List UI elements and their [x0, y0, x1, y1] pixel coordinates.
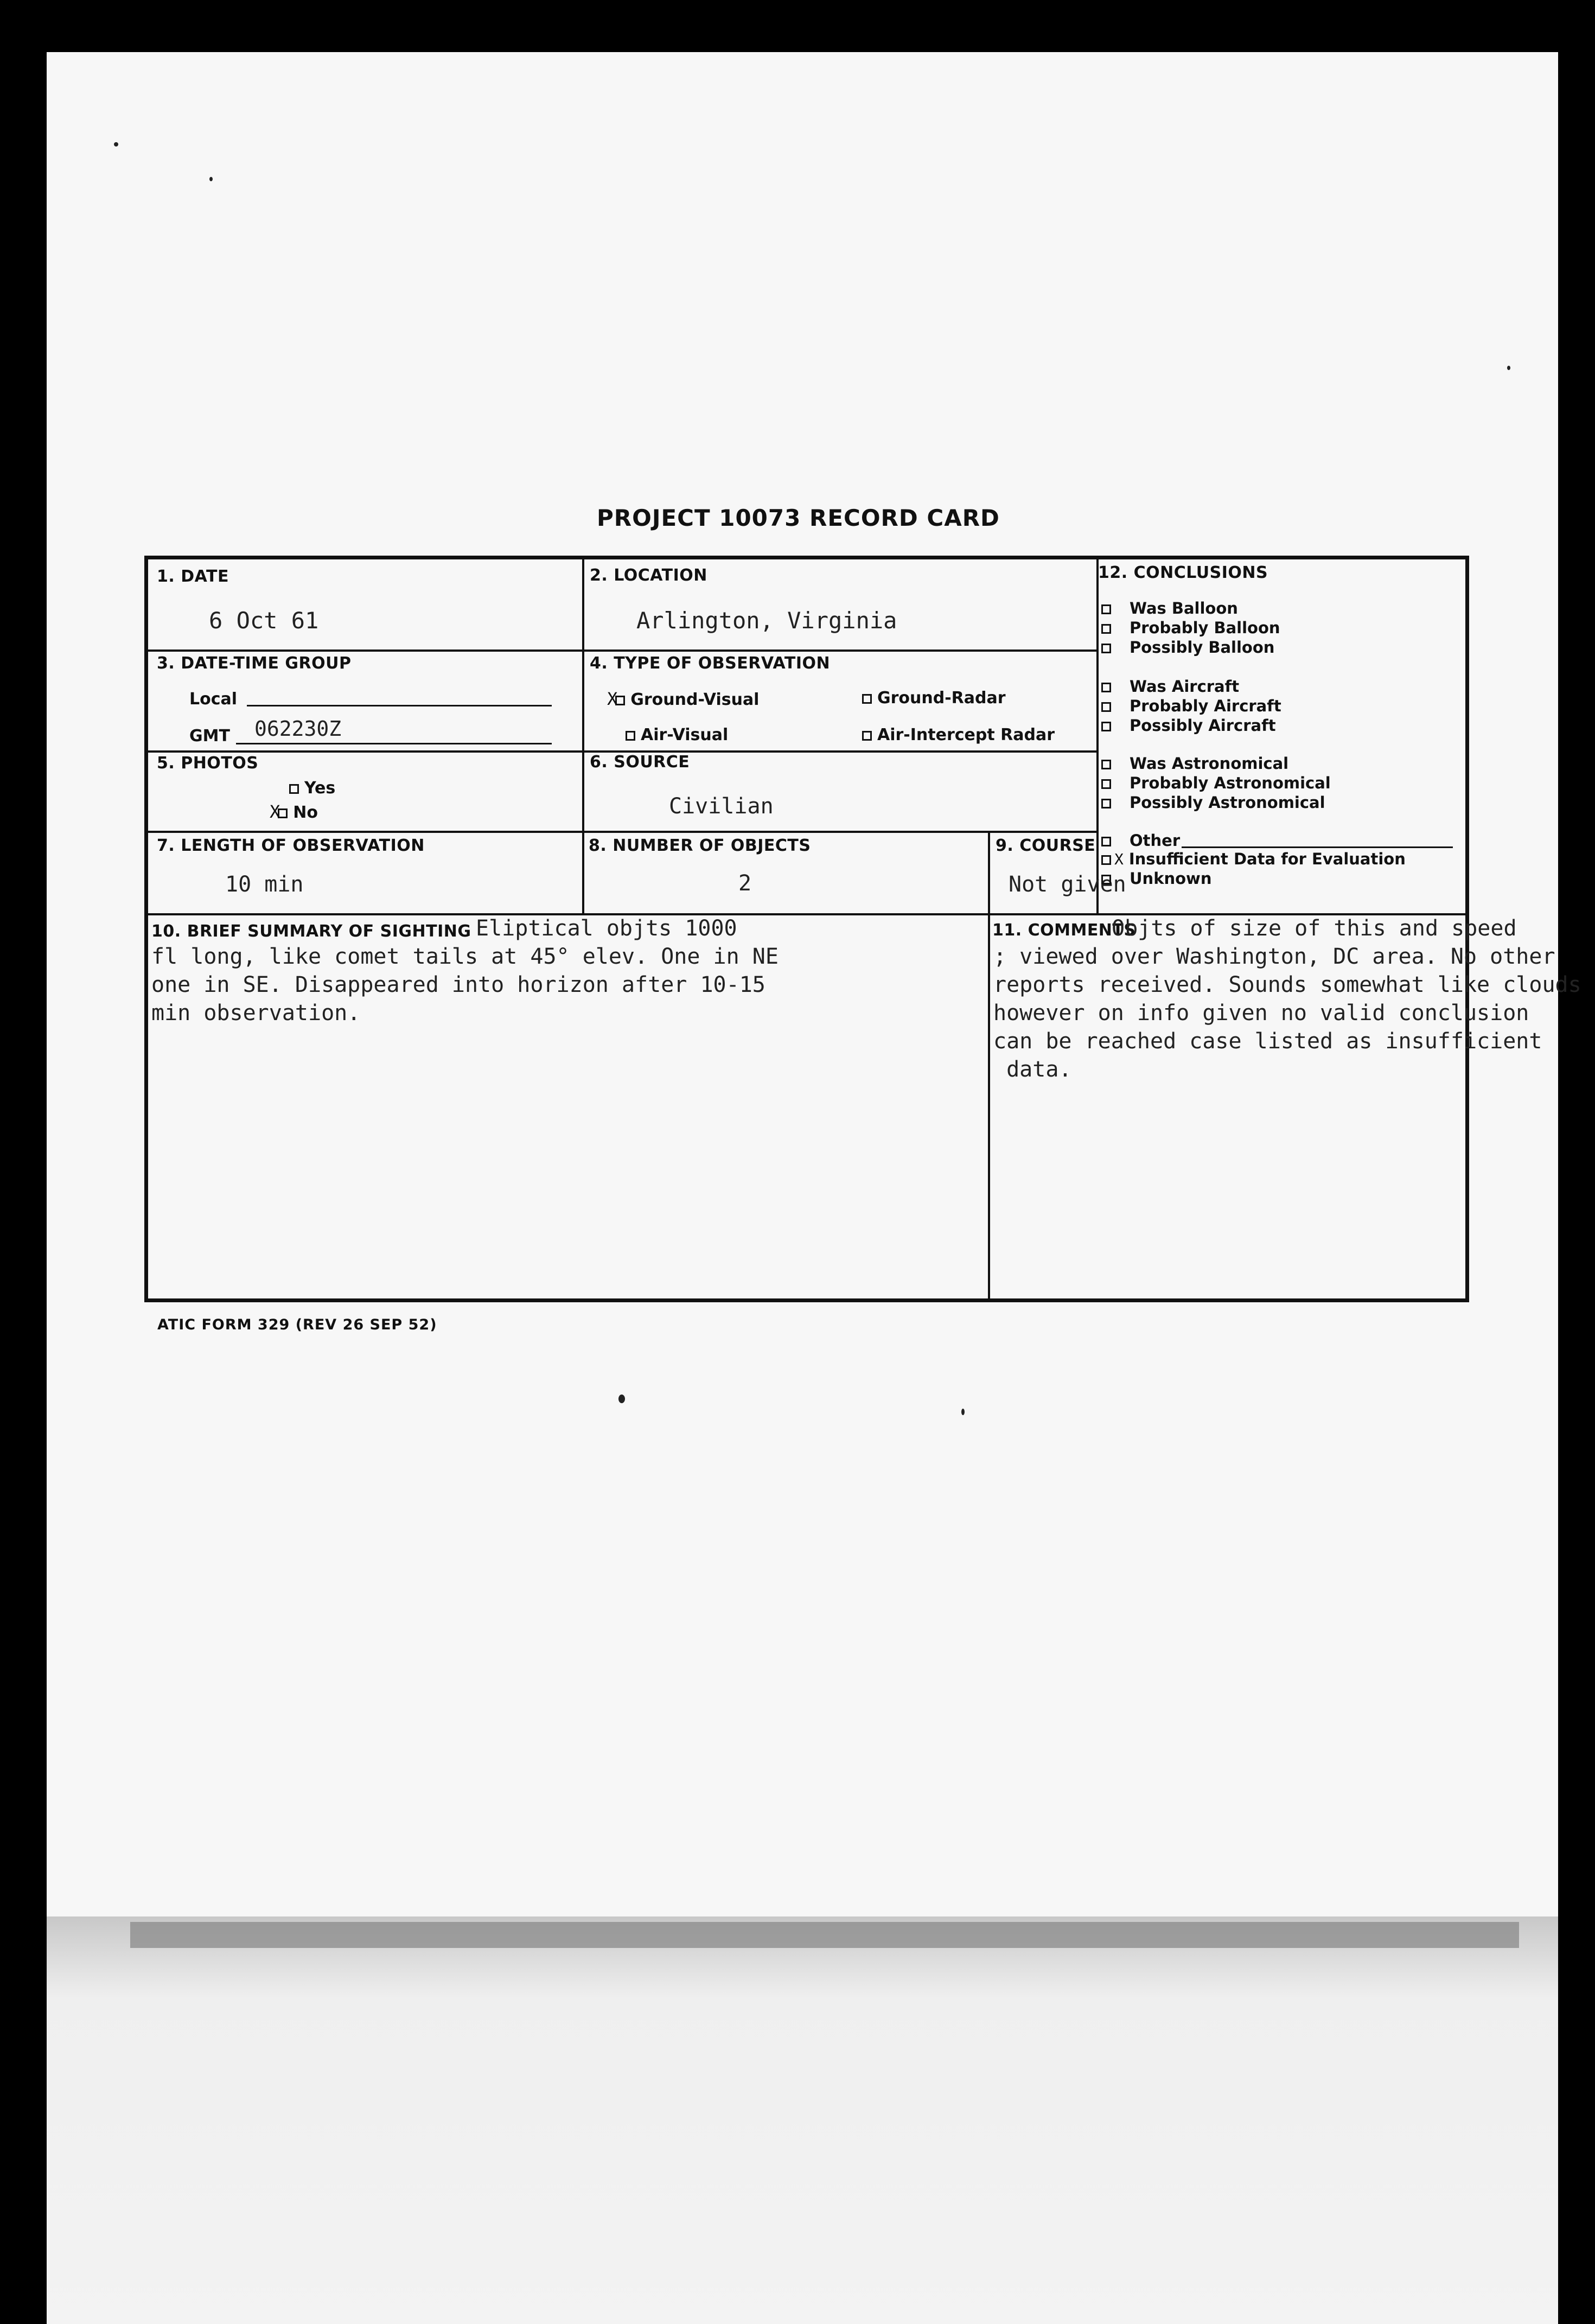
conclusion-label: Possibly Aircraft [1130, 716, 1276, 735]
ground-radar-label: Ground-Radar [877, 689, 1006, 708]
comments-line: ; viewed over Washington, DC area. No other [993, 944, 1555, 969]
checkbox-icon [1101, 722, 1111, 731]
dust-speck [961, 1409, 965, 1415]
shadow-strip [130, 1922, 1519, 1948]
checkbox-icon [1101, 779, 1111, 789]
conclusion-label: Was Astronomical [1130, 754, 1289, 773]
number-of-objects-value: 2 [738, 871, 752, 896]
checkbox-icon [1101, 624, 1111, 634]
course-value: Not given [1009, 872, 1126, 897]
conclusion-option [1101, 638, 1274, 657]
photos-label: 5. PHOTOS [157, 754, 259, 773]
conclusion-label: Possibly Balloon [1130, 638, 1275, 657]
comments-first-line: Objts of size of this and speed [1112, 916, 1517, 941]
course-label: 9. COURSE [996, 836, 1096, 855]
conclusion-option [1101, 793, 1325, 812]
form-number: ATIC FORM 329 (REV 26 SEP 52) [157, 1316, 437, 1333]
checkmark-x: X [1114, 850, 1124, 868]
conclusion-label: Unknown [1130, 869, 1212, 888]
conclusion-label: Insufficient Data for Evaluation [1128, 850, 1406, 868]
source-label: 6. SOURCE [590, 753, 690, 772]
conclusion-option [1101, 869, 1212, 888]
grid-line [582, 559, 584, 913]
comments-line: however on info given no valid conclusion [993, 1001, 1529, 1026]
checkbox-icon [289, 784, 299, 794]
conclusion-label: Was Balloon [1130, 599, 1238, 617]
summary-label: 10. BRIEF SUMMARY OF SIGHTING [151, 922, 471, 941]
checkmark-x: X [270, 801, 280, 822]
photos-yes-label: Yes [304, 779, 336, 798]
checkbox-icon [1101, 702, 1111, 712]
source-value: Civilian [669, 794, 774, 819]
air-intercept-radar-option [862, 725, 1055, 744]
checkbox-icon [615, 696, 625, 705]
checkbox-icon [1101, 799, 1111, 808]
ground-visual-label: Ground-Visual [630, 690, 760, 709]
comments-line: data. [993, 1057, 1072, 1082]
grid-line [148, 831, 1096, 833]
dust-speck [114, 142, 118, 147]
length-of-observation-label: 7. LENGTH OF OBSERVATION [157, 836, 425, 855]
length-of-observation-value: 10 min [225, 872, 304, 897]
conclusion-option [1101, 599, 1238, 617]
comments-line: reports received. Sounds somewhat like clouds [993, 972, 1581, 997]
summary-line: fl long, like comet tails at 45° elev. One in NE [151, 944, 779, 969]
lower-backing [47, 1916, 1558, 2324]
checkmark-x: X [607, 689, 618, 709]
ground-visual-option [607, 689, 759, 709]
comments-line: can be reached case listed as insufficient [993, 1029, 1542, 1054]
card-title: PROJECT 10073 RECORD CARD [597, 505, 1000, 531]
ground-radar-option [862, 689, 1006, 708]
air-visual-option [626, 725, 728, 744]
conclusion-label: Probably Balloon [1130, 619, 1280, 637]
date-time-group-label: 3. DATE-TIME GROUP [157, 654, 352, 673]
comments-label: 11. COMMENTS [992, 921, 1136, 940]
grid-line [988, 831, 990, 1298]
checkbox-icon [1101, 837, 1111, 846]
checkbox-icon [1101, 644, 1111, 653]
conclusion-option [1101, 774, 1331, 792]
dust-speck [618, 1395, 625, 1403]
checkbox-icon [862, 731, 872, 741]
conclusion-label: Probably Aircraft [1130, 697, 1281, 715]
conclusion-option [1101, 697, 1281, 715]
checkbox-icon [1101, 604, 1111, 614]
photos-no-option [270, 801, 318, 822]
other-underline [1182, 846, 1453, 848]
grid-line [1096, 559, 1099, 913]
local-underline [247, 705, 552, 706]
date-value: 6 Oct 61 [209, 607, 319, 634]
checkbox-icon [1101, 855, 1111, 865]
location-value: Arlington, Virginia [636, 607, 897, 634]
photos-yes-option [289, 779, 335, 798]
photos-no-label: No [293, 803, 318, 822]
dust-speck [209, 177, 213, 181]
conclusion-label: Probably Astronomical [1130, 774, 1331, 792]
gmt-value: 062230Z [254, 717, 342, 741]
gmt-underline [236, 743, 552, 744]
local-label: Local [189, 690, 238, 709]
conclusion-option-insufficient [1101, 850, 1406, 868]
checkbox-icon [626, 731, 635, 741]
conclusion-option-other [1101, 831, 1180, 850]
location-label: 2. LOCATION [590, 566, 707, 585]
summary-first-line: Eliptical objts 1000 [476, 916, 737, 941]
conclusion-label: Was Aircraft [1130, 677, 1240, 696]
gmt-label: GMT [189, 727, 230, 746]
dust-speck [1507, 366, 1510, 370]
conclusion-option [1101, 677, 1239, 696]
grid-line [148, 650, 1096, 652]
number-of-objects-label: 8. NUMBER OF OBJECTS [589, 836, 811, 855]
summary-line: min observation. [151, 1001, 361, 1026]
conclusion-option [1101, 716, 1276, 735]
checkbox-icon [862, 694, 872, 704]
checkbox-icon [1101, 760, 1111, 769]
checkbox-icon [278, 808, 288, 818]
conclusion-option [1101, 754, 1288, 773]
conclusion-label: Other [1130, 831, 1181, 850]
summary-line: one in SE. Disappeared into horizon after 10-15 [151, 972, 765, 997]
conclusion-label: Possibly Astronomical [1130, 793, 1325, 812]
date-label: 1. DATE [157, 567, 229, 586]
conclusions-label: 12. CONCLUSIONS [1098, 563, 1268, 582]
record-card [144, 556, 1581, 1302]
conclusion-option [1101, 619, 1280, 637]
checkbox-icon [1101, 875, 1111, 884]
checkbox-icon [1101, 683, 1111, 692]
type-of-observation-label: 4. TYPE OF OBSERVATION [590, 654, 831, 673]
air-visual-label: Air-Visual [641, 725, 729, 744]
air-intercept-radar-label: Air-Intercept Radar [877, 725, 1055, 744]
